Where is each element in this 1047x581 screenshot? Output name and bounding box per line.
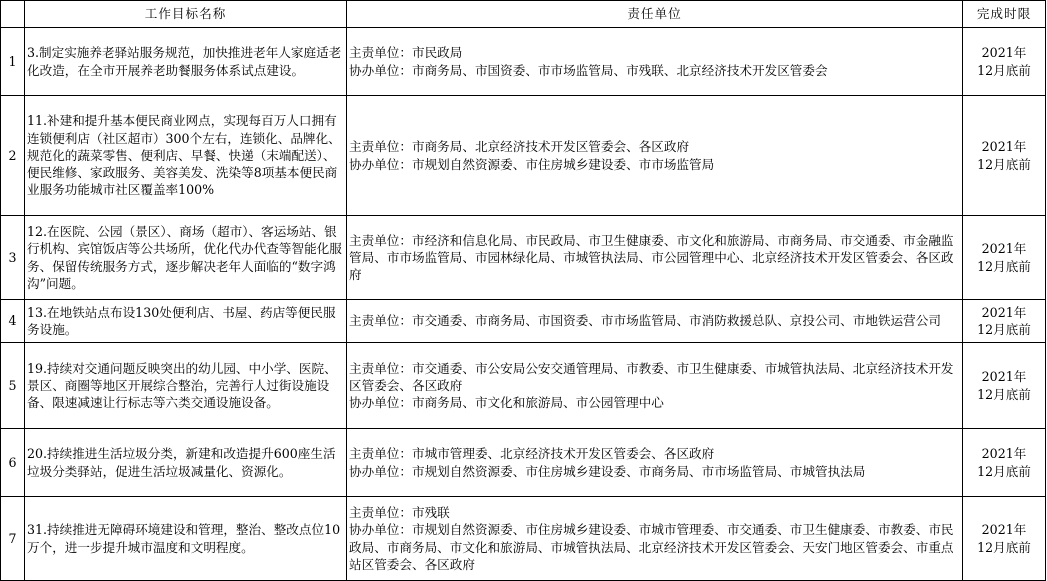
- row-number: 5: [1, 343, 25, 429]
- responsible-line: 协办单位：市商务局、市国资委、市市场监管局、市残联、北京经济技术开发区管委会: [349, 62, 828, 78]
- deadline-month: 12月底前: [977, 258, 1031, 274]
- deadline-year: 2021年: [981, 446, 1027, 462]
- table-row: [1, 300, 1046, 343]
- responsible-line: 主责单位：市商务局、北京经济技术开发区管委会、各区政府: [349, 139, 690, 155]
- deadline-year: 2021年: [981, 522, 1027, 538]
- responsible-cell: [347, 96, 963, 216]
- responsible-cell: [347, 300, 963, 343]
- deadline-cell: [963, 343, 1046, 429]
- goal-cell: 19.持续对交通问题反映突出的幼儿园、中小学、医院、景区、商圈等地区开展综合整治，完善行人过街设施设备、限速减速让行标志等六类交通设施设备。: [25, 343, 347, 429]
- deadline-month: 12月底前: [977, 156, 1031, 172]
- goal-cell: 3.制定实施养老驿站服务规范，加快推进老年人家庭适老化改造，在全市开展养老助餐服务体系试点建设。: [25, 28, 347, 96]
- table-row: [1, 429, 1046, 497]
- responsible-cell: [347, 497, 963, 581]
- responsible-cell: [347, 28, 963, 96]
- header-num: [1, 1, 25, 28]
- table-header-row: [1, 1, 1046, 28]
- responsible-line: 主责单位：市残联: [349, 505, 450, 521]
- responsible-line: 协办单位：市规划自然资源委、市住房城乡建设委、市市场监管局: [349, 156, 715, 172]
- row-number: 2: [1, 96, 25, 216]
- deadline-year: 2021年: [981, 369, 1027, 385]
- deadline-cell: [963, 28, 1046, 96]
- responsible-line: 主责单位：市经济和信息化局、市民政局、市卫生健康委、市文化和旅游局、市商务局、市交通委、市金融监管局、市市场监管局、市园林绿化局、市城管执法局、市公园管理中心、北京经济技术开发区管委会、各区政府: [349, 232, 954, 283]
- deadline-year: 2021年: [981, 304, 1027, 320]
- deadline-month: 12月底前: [977, 539, 1031, 555]
- deadline-year: 2021年: [981, 241, 1027, 257]
- responsible-line: 协办单位：市规划自然资源委、市住房城乡建设委、市商务局、市市场监管局、市城管执法局: [349, 463, 866, 479]
- goal-cell: 11.补建和提升基本便民商业网点，实现每百万人口拥有连锁便利店（社区超市）300个左右，连锁化、品牌化、规范化的蔬菜零售、便利店、早餐、快递（末端配送）、便民维修、家政服务、美容美发、洗染等8项基本便民商业服务功能城市社区覆盖率100%: [25, 96, 347, 216]
- table-row: [1, 497, 1046, 581]
- deadline-month: 12月底前: [977, 386, 1031, 402]
- deadline-cell: [963, 300, 1046, 343]
- responsible-line: 主责单位：市城市管理委、北京经济技术开发区管委会、各区政府: [349, 446, 715, 462]
- responsible-line: 主责单位：市交通委、市商务局、市国资委、市市场监管局、市消防救援总队、京投公司、市地铁运营公司: [349, 313, 941, 329]
- row-number: 3: [1, 216, 25, 300]
- responsible-cell: [347, 343, 963, 429]
- row-number: 4: [1, 300, 25, 343]
- goal-cell: 12.在医院、公园（景区）、商场（超市）、客运场站、银行机构、宾馆饭店等公共场所，优化代办代查等智能化服务、保留传统服务方式，逐步解决老年人面临的“数字鸿沟”问题。: [25, 216, 347, 300]
- goal-cell: 20.持续推进生活垃圾分类，新建和改造提升600座生活垃圾分类驿站，促进生活垃圾减量化、资源化。: [25, 429, 347, 497]
- responsible-cell: [347, 216, 963, 300]
- deadline-year: 2021年: [981, 45, 1027, 61]
- table-row: [1, 96, 1046, 216]
- responsible-line: 主责单位：市交通委、市公安局公安交通管理局、市教委、市卫生健康委、市城管执法局、北京经济技术开发区管委会、各区政府: [349, 360, 954, 393]
- header-goal: 工作目标名称: [25, 1, 347, 28]
- responsible-line: 协办单位：市规划自然资源委、市住房城乡建设委、市城市管理委、市交通委、市卫生健康委、市教委、市民政局、市商务局、市文化和旅游局、市城管执法局、北京经济技术开发区管委会、天安门地区管委会、市重点站区管委会、各区政府: [349, 522, 954, 572]
- deadline-cell: [963, 429, 1046, 497]
- table-row: [1, 343, 1046, 429]
- deadline-cell: [963, 216, 1046, 300]
- responsible-line: 主责单位：市民政局: [349, 45, 463, 61]
- goal-cell: 13.在地铁站点布设130处便利店、书屋、药店等便民服务设施。: [25, 300, 347, 343]
- deadline-cell: [963, 96, 1046, 216]
- deadline-year: 2021年: [981, 139, 1027, 155]
- deadline-month: 12月底前: [977, 322, 1031, 337]
- table-row: [1, 28, 1046, 96]
- table-row: [1, 216, 1046, 300]
- deadline-month: 12月底前: [977, 463, 1031, 479]
- goal-cell: 31.持续推进无障碍环境建设和管理，整治、整改点位10万个，进一步提升城市温度和文明程度。: [25, 497, 347, 581]
- header-responsible: 责任单位: [347, 1, 963, 28]
- responsible-cell: [347, 429, 963, 497]
- responsible-line: 协办单位：市商务局、市文化和旅游局、市公园管理中心: [349, 395, 664, 411]
- row-number: 7: [1, 497, 25, 581]
- row-number: 1: [1, 28, 25, 96]
- deadline-cell: [963, 497, 1046, 581]
- deadline-month: 12月底前: [977, 62, 1031, 78]
- header-deadline: 完成时限: [963, 1, 1046, 28]
- row-number: 6: [1, 429, 25, 497]
